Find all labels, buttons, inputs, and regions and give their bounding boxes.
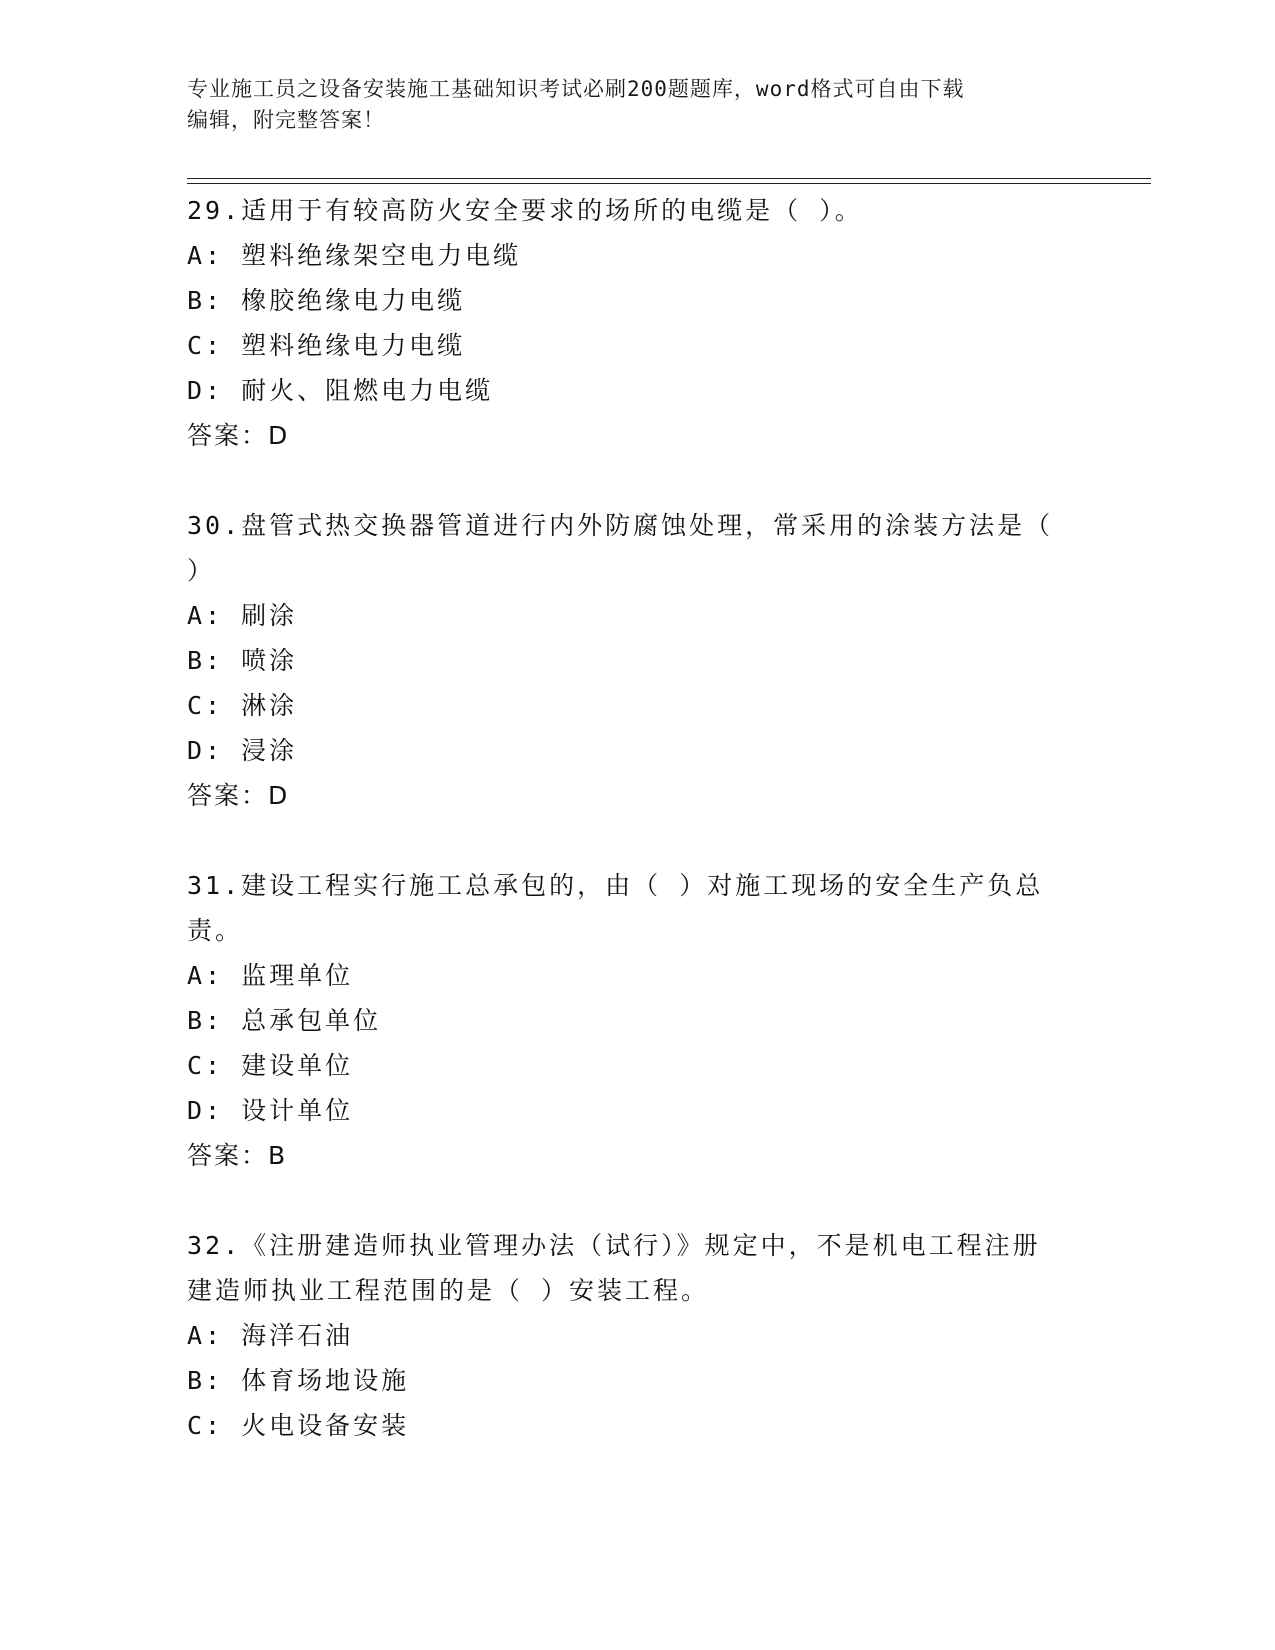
page-header [187,74,1067,136]
option-a: A: 刷涂 [187,601,298,630]
question-list [187,188,1087,1492]
option-b: B: 总承包单位 [187,1006,382,1035]
header-line-1: 专业施工员之设备安装施工基础知识考试必刷200题题库，word格式可自由下载 [187,77,965,101]
answer: 答案：D [187,781,290,810]
question-31 [187,863,1087,1179]
question-stem: 30.盘管式热交换器管道进行内外防腐蚀处理，常采用的涂装方法是（ [187,511,1054,540]
option-a: A: 海洋石油 [187,1321,354,1350]
question-stem-continuation: 建造师执业工程范围的是（ ）安装工程。 [187,1276,710,1305]
option-a: A: 塑料绝缘架空电力电缆 [187,241,522,270]
option-b: B: 体育场地设施 [187,1366,410,1395]
question-stem: 32.《注册建造师执业管理办法（试行）》规定中，不是机电工程注册 [187,1231,1041,1260]
option-c: C: 火电设备安装 [187,1411,410,1440]
question-stem: 29.适用于有较高防火安全要求的场所的电缆是（ ）。 [187,196,863,225]
option-b: B: 喷涂 [187,646,298,675]
question-32 [187,1223,1087,1448]
question-stem-continuation: 责。 [187,916,244,945]
question-stem: 31.建设工程实行施工总承包的，由（ ）对施工现场的安全生产负总 [187,871,1044,900]
answer: 答案：D [187,421,290,450]
option-c: C: 淋涂 [187,691,298,720]
option-b: B: 橡胶绝缘电力电缆 [187,286,466,315]
option-c: C: 塑料绝缘电力电缆 [187,331,466,360]
option-d: D: 设计单位 [187,1096,354,1125]
option-c: C: 建设单位 [187,1051,354,1080]
option-d: D: 耐火、阻燃电力电缆 [187,376,494,405]
question-stem-continuation: ） [187,556,216,585]
option-d: D: 浸涂 [187,736,298,765]
question-29 [187,188,1087,459]
question-30 [187,503,1087,819]
header-line-2: 编辑，附完整答案！ [187,108,385,132]
header-rule-top [187,178,1151,179]
answer: 答案：B [187,1141,288,1170]
option-a: A: 监理单位 [187,961,354,990]
header-rule-bottom [187,183,1151,184]
